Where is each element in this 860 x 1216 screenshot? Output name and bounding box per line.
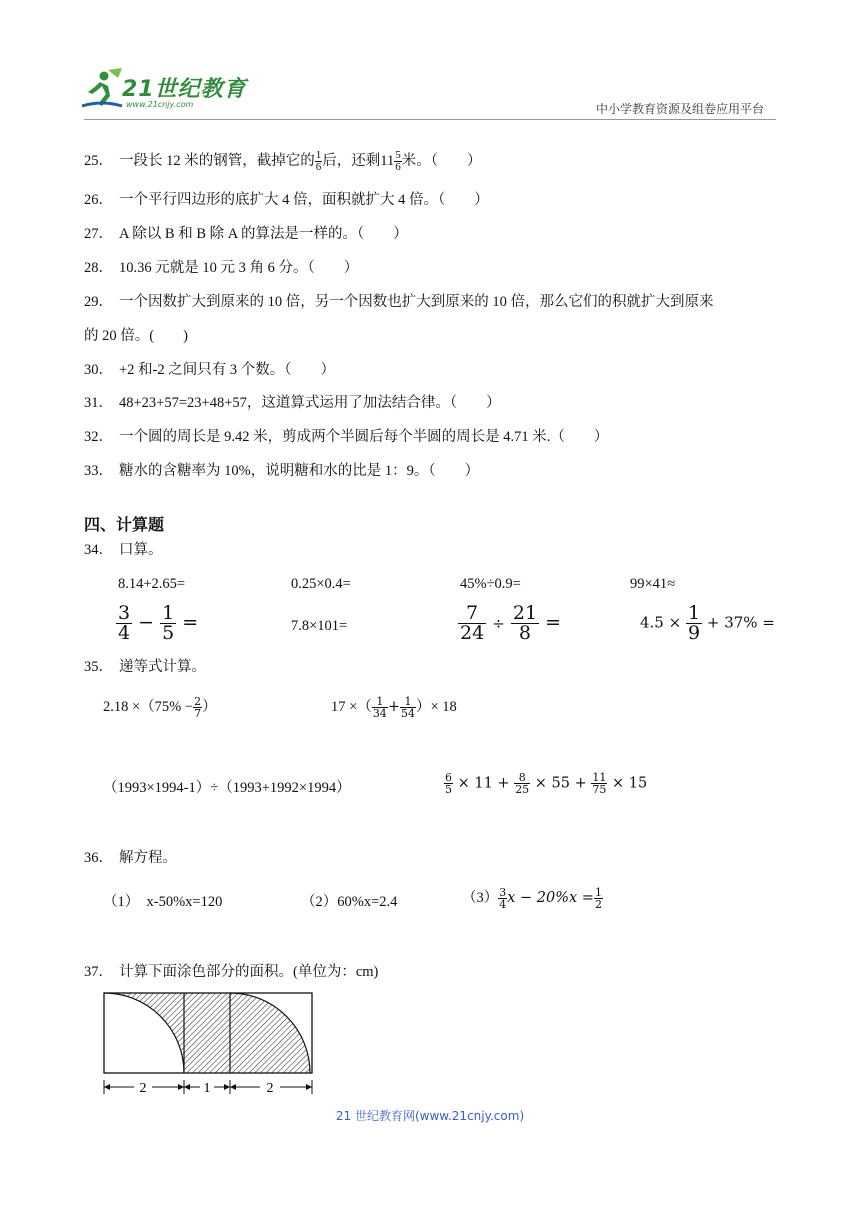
platform-name: 中小学教育资源及组卷应用平台 — [596, 102, 765, 116]
question-35: 35． 递等式计算。 — [84, 659, 206, 675]
question-29-cont: 的 20 倍。( ) — [84, 328, 188, 344]
equation-2: （2）60%x=2.4 — [301, 894, 398, 910]
question-29: 29． 一个因数扩大到原来的 10 倍，另一个因数也扩大到原来的 10 倍，那么它们的积就扩大到原来 — [84, 294, 714, 310]
dim-label-1: 2 — [139, 1081, 147, 1096]
question-36: 36． 解方程。 — [84, 850, 177, 866]
shaded-region-right — [230, 993, 310, 1073]
expr-3: （1993×1994-1）÷（1993+1992×1994） — [103, 780, 351, 796]
question-26: 26． 一个平行四边形的底扩大 4 倍，面积就扩大 4 倍。（ ） — [84, 192, 489, 208]
question-32: 32． 一个圆的周长是 9.42 米，剪成两个半圆后每个半圆的周长是 4.71 米.（ ） — [84, 429, 609, 445]
header-divider — [84, 119, 776, 120]
runner-logo-icon — [78, 66, 126, 112]
question-31: 31． 48+23+57=23+48+57，这道算式运用了加法结合律。（ ） — [84, 395, 501, 411]
oral-calc-5: $\frac{3}{4}$ − $\frac{1}{5}$ = — [118, 602, 199, 644]
equation-1: （1） x-50%x=120 — [103, 894, 223, 910]
equation-3: （3） $\frac{3}{4}$ x − 20%x = $\frac{1}{2}$ — [462, 886, 602, 912]
section-title: 四、计算题 — [84, 515, 165, 534]
fraction: $\frac{1}{6}$ — [315, 149, 322, 173]
fraction: $\frac{5}{6}$ — [395, 149, 401, 173]
question-33: 33． 糖水的含糖率为 10%，说明糖和水的比是 1：9。（ ） — [84, 463, 480, 479]
question-37: 37． 计算下面涂色部分的面积。(单位为：cm) — [84, 964, 379, 980]
dim-label-2: 1 — [203, 1081, 211, 1096]
oral-calc-7: $\frac{7}{24}$ ÷ $\frac{21}{8}$ = — [460, 602, 562, 644]
footer-text: 21 世纪教育网(www.21cnjy.com) — [335, 1109, 525, 1123]
header-logo — [78, 66, 258, 116]
question-25: 25． 一段长 12 米的钢管，截掉它的 $\frac{1}{6}$ 后，还剩11 $\frac{5}{6}$ 米。（ ） — [84, 149, 482, 173]
logo-main-text: 21世纪教育 — [122, 77, 247, 102]
shaded-area-figure — [96, 988, 326, 1098]
oral-calc-6: 7.8×101= — [291, 618, 348, 634]
expr-4: $\frac{6}{5}$ × 11 + $\frac{8}{25}$ × 55 + $\frac{11}{75}$ × 15 — [445, 771, 648, 796]
oral-calc-2: 0.25×0.4= — [291, 576, 351, 592]
logo-sub-text: www.21cnjy.com — [126, 100, 194, 109]
shaded-region-middle — [184, 993, 230, 1073]
dim-label-3: 2 — [266, 1081, 274, 1096]
shaded-region-left — [104, 993, 184, 1073]
expr-1: 2.18 ×（75% − $\frac{2}{7}$ ） — [103, 695, 217, 721]
oral-calc-8: 4.5 × $\frac{1}{9}$ + 37% = — [640, 602, 775, 644]
oral-calc-3: 45%÷0.9= — [460, 576, 521, 592]
question-30: 30． +2 和-2 之间只有 3 个数。（ ） — [84, 362, 336, 378]
oral-calc-4: 99×41≈ — [630, 576, 676, 592]
question-34: 34． 口算。 — [84, 542, 163, 558]
question-27: 27． A 除以 B 和 B 除 A 的算法是一样的。（ ） — [84, 226, 408, 242]
expr-2: 17 ×（ $\frac{1}{34}$ + $\frac{1}{54}$ ）× 18 — [331, 695, 457, 721]
question-28: 28． 10.36 元就是 10 元 3 角 6 分。（ ） — [84, 260, 359, 276]
oral-calc-1: 8.14+2.65= — [118, 576, 186, 592]
